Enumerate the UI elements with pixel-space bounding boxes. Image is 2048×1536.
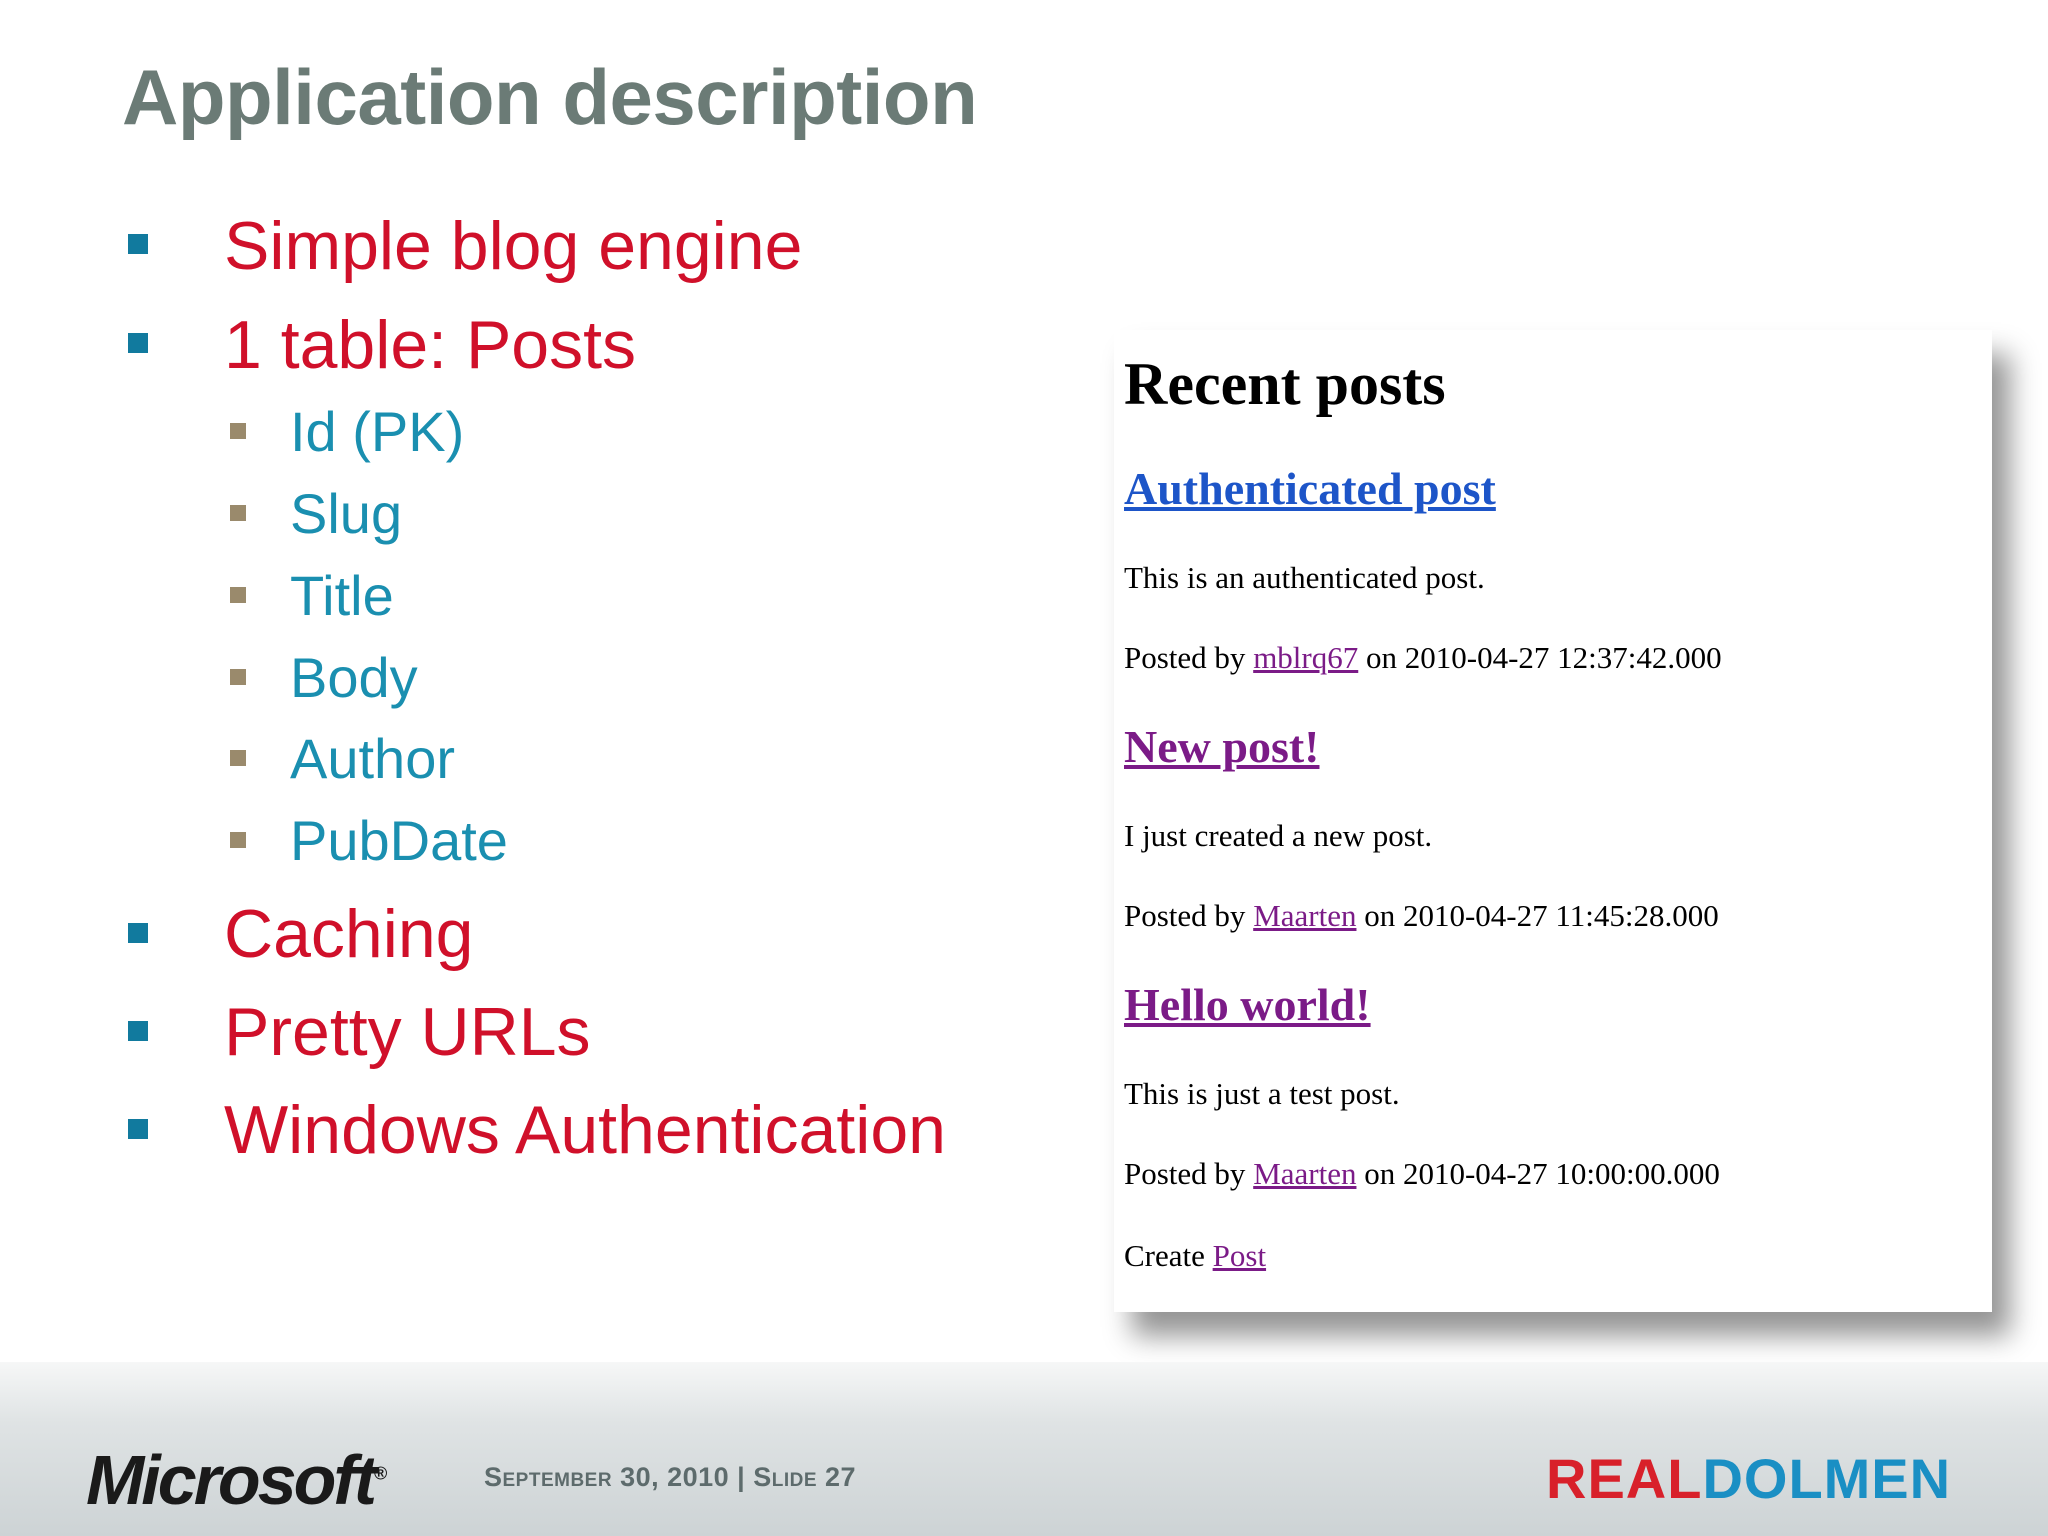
bullet-square-icon	[230, 750, 246, 766]
post-meta	[1124, 1156, 1720, 1192]
sub-bullet-text: Title	[290, 564, 394, 627]
bullet-square-icon	[230, 587, 246, 603]
slide-title: Application description	[122, 53, 978, 141]
create-label: Create	[1124, 1238, 1205, 1273]
bullet-square-icon	[230, 669, 246, 685]
bullet-square-icon	[128, 333, 148, 353]
post-title-link[interactable]: Authenticated post	[1124, 463, 1496, 514]
posted-by-label: Posted by	[1124, 640, 1246, 675]
author-link[interactable]: Maarten	[1253, 1156, 1357, 1191]
bullet-text: Caching	[224, 896, 474, 972]
bullet-square-icon	[230, 505, 246, 521]
post-date: 2010-04-27 11:45:28.000	[1402, 898, 1719, 933]
create-post-line	[1124, 1238, 1266, 1274]
on-label: on	[1366, 640, 1397, 675]
brand-dolmen: DOLMEN	[1702, 1447, 1952, 1510]
sub-bullet-text: Id (PK)	[290, 400, 465, 463]
bullet-square-icon	[230, 423, 246, 439]
recent-posts-screenshot	[1114, 330, 1992, 1312]
on-label: on	[1364, 1156, 1396, 1191]
posted-by-label: Posted by	[1124, 1156, 1246, 1191]
post-title-link[interactable]: New post!	[1124, 721, 1320, 772]
author-link[interactable]: Maarten	[1253, 898, 1357, 933]
realdolmen-logo	[1546, 1446, 1951, 1511]
posted-by-label: Posted by	[1124, 898, 1246, 933]
bullet-square-icon	[128, 923, 148, 943]
bullet-square-icon	[128, 1021, 148, 1041]
bullet-square-icon	[128, 234, 148, 254]
microsoft-logo: Microsoft®	[86, 1441, 388, 1519]
recent-posts-heading: Recent posts	[1124, 351, 1446, 417]
bullet-text: Pretty URLs	[224, 994, 591, 1070]
author-link[interactable]: mblrq67	[1253, 640, 1359, 675]
microsoft-logo-text: Microsoft	[86, 1441, 374, 1519]
post-date: 2010-04-27 12:37:42.000	[1404, 640, 1722, 675]
post-body: This is an authenticated post.	[1124, 560, 1485, 595]
bullet-square-icon	[230, 832, 246, 848]
sub-bullet-text: Body	[290, 646, 418, 709]
post-body: I just created a new post.	[1124, 818, 1433, 853]
sub-bullet-text: Slug	[290, 482, 403, 545]
bullet-text: 1 table: Posts	[224, 307, 637, 383]
post-title-link[interactable]: Hello world!	[1124, 979, 1371, 1030]
post-body: This is just a test post.	[1124, 1076, 1400, 1111]
post-date: 2010-04-27 10:00:00.000	[1402, 1156, 1720, 1191]
on-label: on	[1364, 898, 1396, 933]
create-post-link[interactable]: Post	[1212, 1238, 1267, 1273]
bullet-list	[0, 0, 1000, 1200]
brand-real: REAL	[1546, 1447, 1703, 1510]
bullet-text: Windows Authentication	[224, 1092, 946, 1168]
bullet-square-icon	[128, 1119, 148, 1139]
post-meta	[1124, 640, 1722, 676]
bullet-text: Simple blog engine	[224, 208, 803, 284]
sub-bullet-text: PubDate	[290, 809, 508, 872]
post-meta	[1124, 898, 1719, 934]
sub-bullet-text: Author	[290, 727, 455, 790]
footer-date-slide: September 30, 2010 | Slide 27	[484, 1462, 857, 1492]
